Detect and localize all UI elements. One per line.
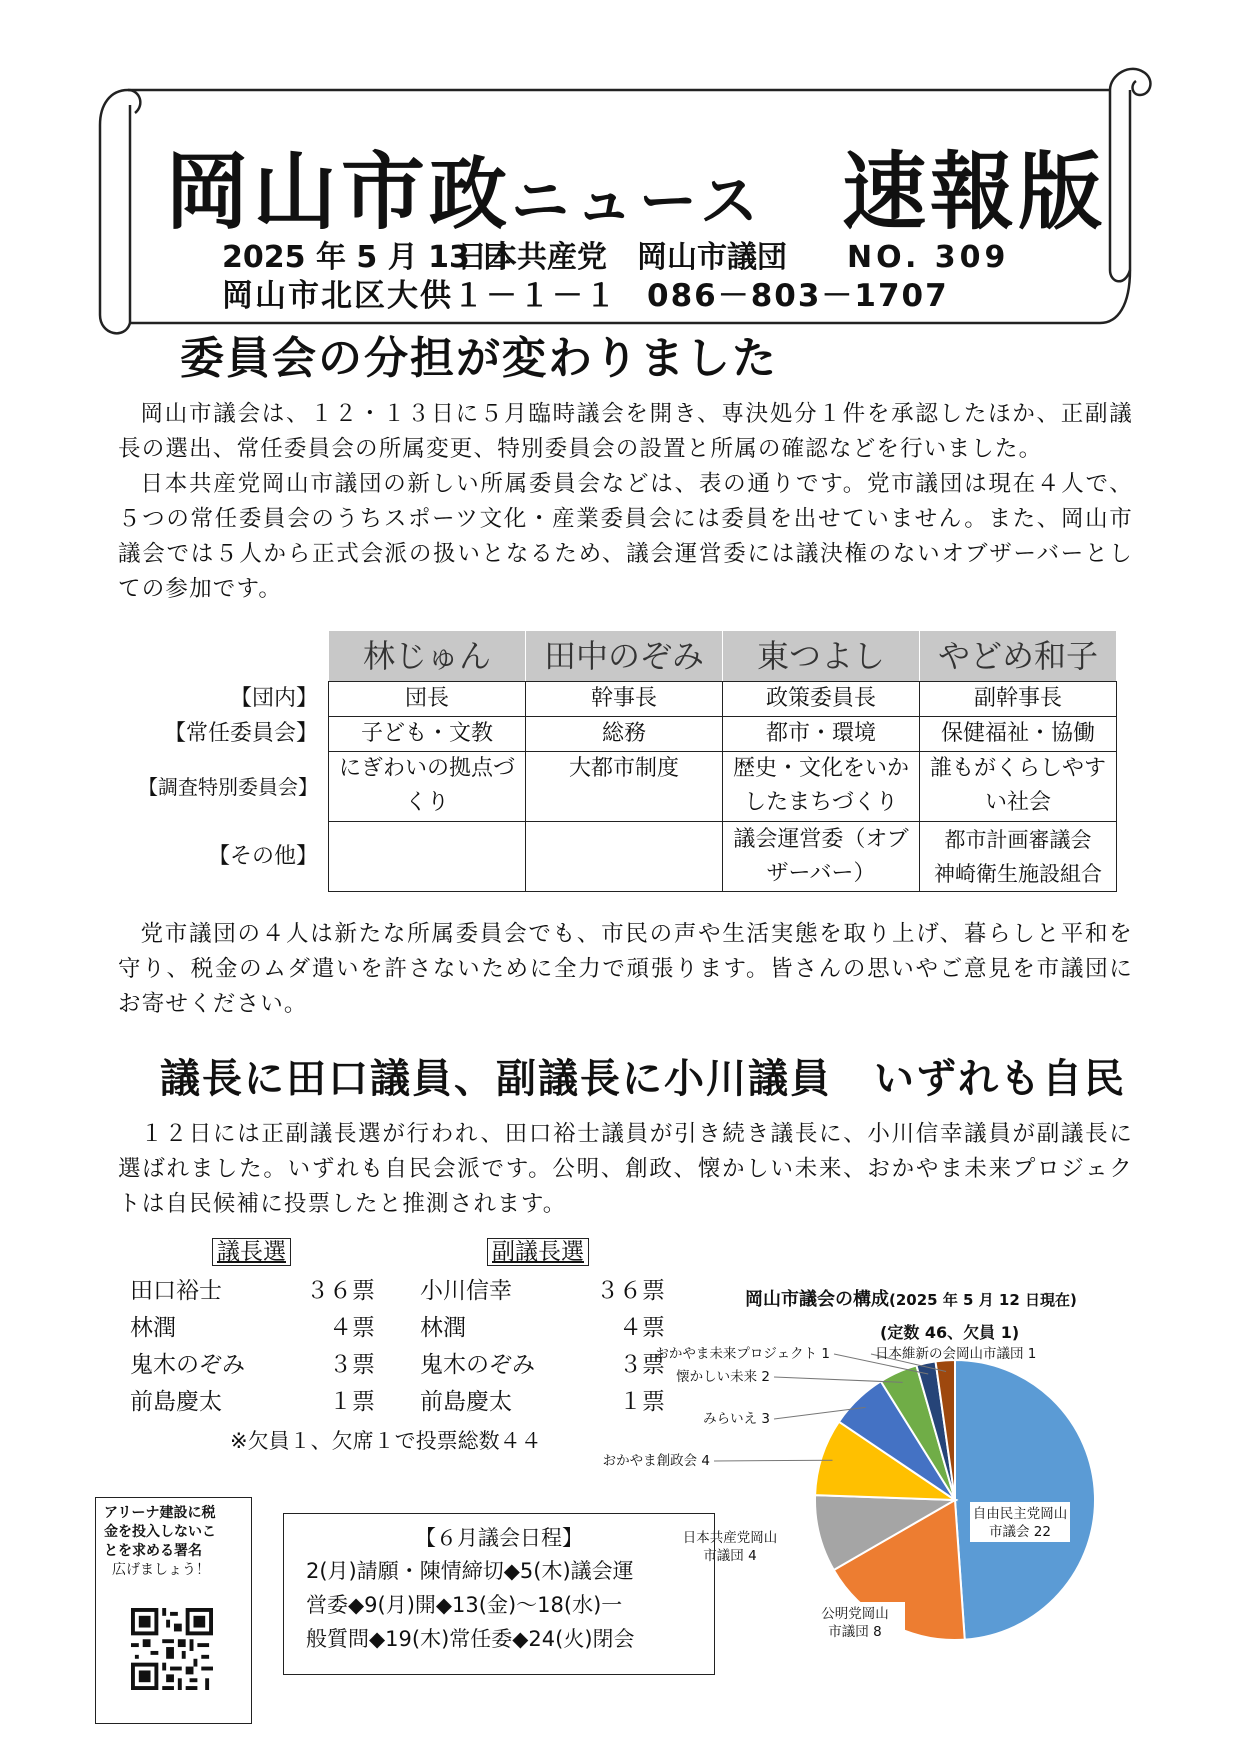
pie-title-text: 岡山市議会の構成: [745, 1289, 889, 1310]
row-label: 【常任委員会】: [163, 721, 318, 746]
row-label: 【その他】: [207, 843, 318, 869]
candidate-name: 鬼木のぞみ: [130, 1352, 245, 1378]
petition-line: アリーナ建設に税: [104, 1505, 216, 1521]
headline-speaker-election: 議長に田口議員、副議長に小川議員 いずれも自民: [160, 1056, 1126, 1102]
table-cell: [329, 822, 526, 892]
vote-note: ※欠員１、欠席１で投票総数４４: [230, 1429, 542, 1453]
candidate-name: 林潤: [130, 1315, 176, 1341]
table-cell: 歴史・文化をいかしたまちづくり: [723, 752, 920, 822]
candidate-name: 前島慶太: [130, 1389, 222, 1415]
vote-count: １票: [329, 1389, 375, 1415]
member-name: 東つよし: [723, 631, 920, 682]
table-cell: 都市・環境: [723, 717, 920, 752]
schedule-line: 営委◆9(月)開◆13(金)～18(水)一: [306, 1593, 623, 1617]
table-cell: 保健福祉・協働: [920, 717, 1117, 752]
pie-label: おかやま未来プロジェクト 1: [655, 1346, 830, 1362]
table-cell: 総務: [526, 717, 723, 752]
petition-line: 広げましょう！: [112, 1562, 210, 1578]
member-name: 田中のぞみ: [526, 631, 723, 682]
row-label: 【団内】: [229, 686, 318, 711]
member-name: やどめ和子: [920, 631, 1117, 682]
table-cell: 議会運営委（オブザーバー）: [723, 822, 920, 892]
title-politics: 政: [429, 150, 512, 240]
title-city: 岡山市: [165, 143, 430, 241]
phone: 086－803－1707: [647, 278, 949, 314]
schedule-line: 般質問◆19(木)常任委◆24(火)閉会: [306, 1627, 635, 1651]
article1-para2: 日本共産党岡山市議団の新しい所属委員会などは、表の通りです。党市議団は現在４人で、５つの常任委員会のうちスポーツ文化・産業委員会には委員を出せていません。また、岡山市議会では５人から正式会派の扱いとなるため、議会運営委には議決権のないオブザーバーとしての参加です。: [118, 471, 1133, 602]
headline-committees: 委員会の分担が変わりました: [180, 333, 778, 384]
list-item: [420, 1347, 665, 1384]
list-item: [420, 1310, 665, 1347]
title-flash-edition: 速報版: [842, 143, 1107, 241]
list-item: [130, 1347, 375, 1384]
vote-count: ４票: [329, 1315, 375, 1341]
article2-body: [118, 1117, 1133, 1222]
pie-label: みらいえ 3: [703, 1411, 770, 1427]
petition-line: 金を投入しないこ: [104, 1524, 216, 1540]
vote-count: ３票: [619, 1352, 665, 1378]
pie-label: 自由民主党岡山市議会 22: [972, 1506, 1068, 1540]
vote-count: ３６票: [306, 1278, 375, 1304]
table-row: [118, 752, 1117, 822]
june-session-schedule: [283, 1513, 715, 1675]
newsletter-title: [165, 125, 1106, 246]
table-cell: 誰もがくらしやすい社会: [920, 752, 1117, 822]
pie-label: 日本維新の会岡山市議団 1: [875, 1346, 1037, 1362]
article1-para1: 岡山市議会は、１２・１３日に５月臨時議会を開き、専決処分１件を承認したほか、正副議長の選出、常任委員会の所属変更、特別委員会の設置と所属の確認などを行いました。: [118, 401, 1133, 462]
candidate-name: 前島慶太: [420, 1389, 512, 1415]
pie-leader-line: [714, 1460, 833, 1461]
qr-code-icon[interactable]: [131, 1608, 213, 1690]
pie-subtitle: (定数 46、欠員 1): [880, 1323, 1020, 1342]
petition-box: [95, 1497, 252, 1724]
article1-body: [118, 397, 1133, 607]
chair-vote-heading: [212, 1237, 291, 1267]
table-row: [118, 682, 1117, 717]
pie-title: [745, 1285, 1077, 1311]
petition-line: とを求める署名: [104, 1543, 202, 1559]
table-cell: 都市計画審議会 神崎衛生施設組合: [920, 822, 1117, 892]
table-cell: 子ども・文教: [329, 717, 526, 752]
pie-title-date: (2025 年 5 月 12 日現在): [889, 1291, 1077, 1309]
issue-date: 2025 年 5 月 13 日: [222, 240, 511, 275]
table-header-row: [118, 631, 1117, 682]
table-cell: にぎわいの拠点づくり: [329, 752, 526, 822]
table-row: [118, 822, 1117, 892]
table-cell: 大都市制度: [526, 752, 723, 822]
vote-count: ３６票: [596, 1278, 665, 1304]
schedule-heading: 【６月議会日程】: [415, 1526, 583, 1550]
vote-count: ３票: [329, 1352, 375, 1378]
pie-label: 懐かしい未来 2: [676, 1369, 770, 1385]
list-item: [130, 1310, 375, 1347]
committee-table: [118, 630, 1117, 892]
vice-vote-heading: [487, 1237, 589, 1267]
member-name: 林じゅん: [329, 631, 526, 682]
table-cell: [526, 822, 723, 892]
list-item: [130, 1384, 375, 1421]
pie-label: 日本共産党岡山市議団 4: [682, 1530, 778, 1564]
list-item: [420, 1384, 665, 1421]
vote-count: １票: [619, 1389, 665, 1415]
schedule-line: 2(月)請願・陳情締切◆5(木)議会運: [306, 1559, 634, 1583]
article1-closing-text: 党市議団の４人は新たな所属委員会でも、市民の声や生活実態を取り上げ、暮らしと平和を守り、税金のムダ遣いを許さないために全力で頑張ります。皆さんの思いやご意見を市議団にお寄せください。: [118, 921, 1133, 1017]
vice-vote-heading-text: 副議長選: [487, 1238, 589, 1266]
table-cell: 副幹事長: [920, 682, 1117, 717]
address: 岡山市北区大供１－１－１: [222, 278, 618, 314]
pie-label: 公明党岡山市議団 8: [821, 1606, 889, 1640]
candidate-name: 小川信幸: [420, 1278, 512, 1304]
table-row: [118, 717, 1117, 752]
masthead-contact-line: [222, 270, 949, 315]
list-item: [420, 1273, 665, 1310]
row-label: 【調査特別委員会】: [138, 774, 318, 799]
table-cell: 政策委員長: [723, 682, 920, 717]
chair-vote-heading-text: 議長選: [212, 1238, 291, 1266]
vice-vote-list: [420, 1273, 665, 1421]
candidate-name: 林潤: [420, 1315, 466, 1341]
candidate-name: 田口裕士: [130, 1278, 222, 1304]
table-cell: 幹事長: [526, 682, 723, 717]
article2-para: １２日には正副議長選が行われ、田口裕士議員が引き続き議長に、小川信幸議員が副議長に選ばれました。いずれも自民会派です。公明、創政、懐かしい未来、おかやま未来プロジェクトは自民候補に投票したと推測されます。: [118, 1121, 1133, 1217]
issue-number: NO. 309: [847, 240, 1010, 275]
article1-closing: [118, 917, 1133, 1022]
pie-label: おかやま創政会 4: [602, 1453, 710, 1469]
table-cell: 団長: [329, 682, 526, 717]
publisher-org: 日本共産党 岡山市議団: [457, 240, 787, 275]
pie-slice: [955, 1360, 1095, 1640]
vote-count: ４票: [619, 1315, 665, 1341]
list-item: [130, 1273, 375, 1310]
candidate-name: 鬼木のぞみ: [420, 1352, 535, 1378]
chair-vote-list: [130, 1273, 375, 1421]
title-news: ニュース: [511, 167, 765, 235]
